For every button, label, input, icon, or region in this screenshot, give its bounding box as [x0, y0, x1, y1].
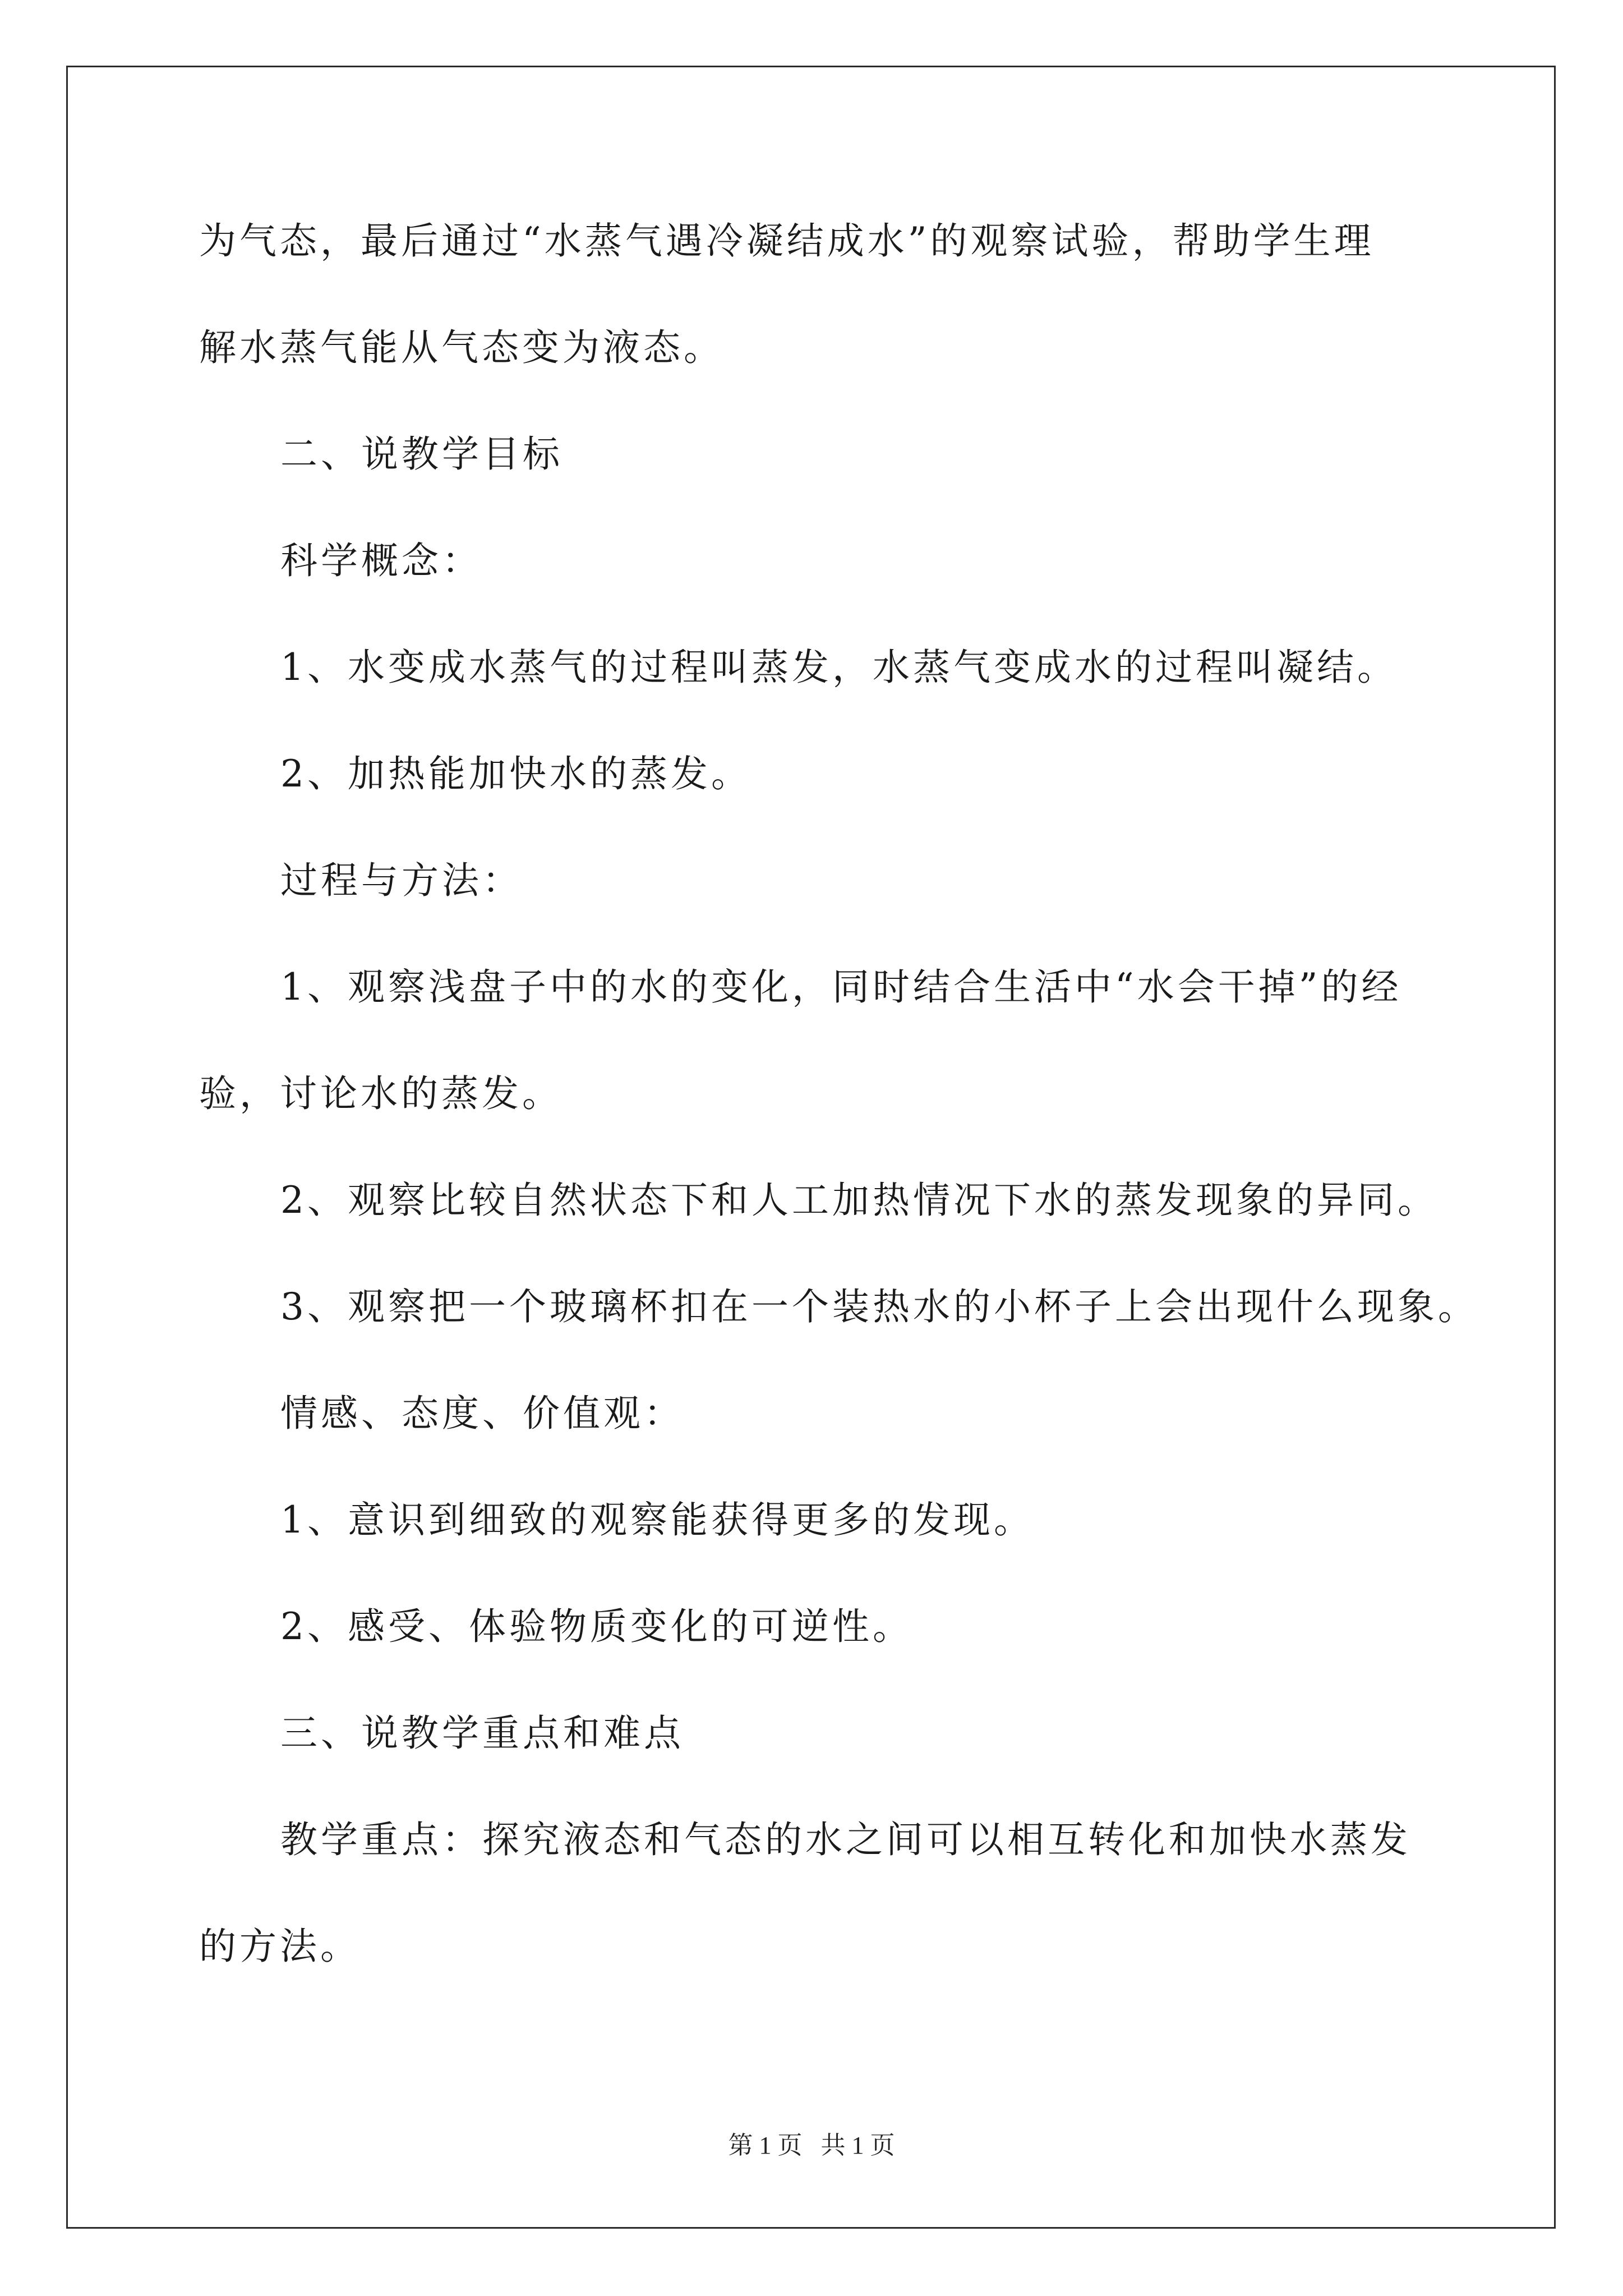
list-item: 2、观察比较自然状态下和人工加热情况下水的蒸发现象的异同。 — [280, 1179, 1438, 1222]
paragraph-line: 教学重点：探究液态和气态的水之间可以相互转化和加快水蒸发 — [280, 1818, 1411, 1861]
list-item: 3、观察把一个玻璃杯扣在一个装热水的小杯子上会出现什么现象。 — [280, 1285, 1478, 1328]
list-item-continuation: 验，讨论水的蒸发。 — [199, 1072, 562, 1115]
list-item: 2、感受、体验物质变化的可逆性。 — [280, 1605, 913, 1648]
list-item: 1、水变成水蒸气的过程叫蒸发，水蒸气变成水的过程叫凝结。 — [280, 646, 1398, 689]
page-border — [66, 66, 1556, 2229]
list-item: 1、观察浅盘子中的水的变化，同时结合生活中“水会干掉”的经 — [280, 965, 1402, 1009]
paragraph-line: 的方法。 — [199, 1925, 361, 1968]
page-footer: 第 1 页 共 1 页 — [728, 2132, 895, 2159]
subheading: 情感、态度、价值观： — [280, 1392, 684, 1435]
section-heading: 二、说教学目标 — [280, 432, 563, 476]
subheading: 科学概念： — [280, 539, 482, 582]
paragraph-line: 解水蒸气能从气态变为液态。 — [199, 326, 724, 369]
list-item: 2、加热能加快水的蒸发。 — [280, 752, 751, 795]
paragraph-line: 为气态，最后通过“水蒸气遇冷凝结成水”的观察试验，帮助学生理 — [199, 219, 1375, 263]
section-heading: 三、说教学重点和难点 — [280, 1711, 684, 1755]
subheading: 过程与方法： — [280, 859, 523, 902]
list-item: 1、意识到细致的观察能获得更多的发现。 — [280, 1498, 1034, 1542]
